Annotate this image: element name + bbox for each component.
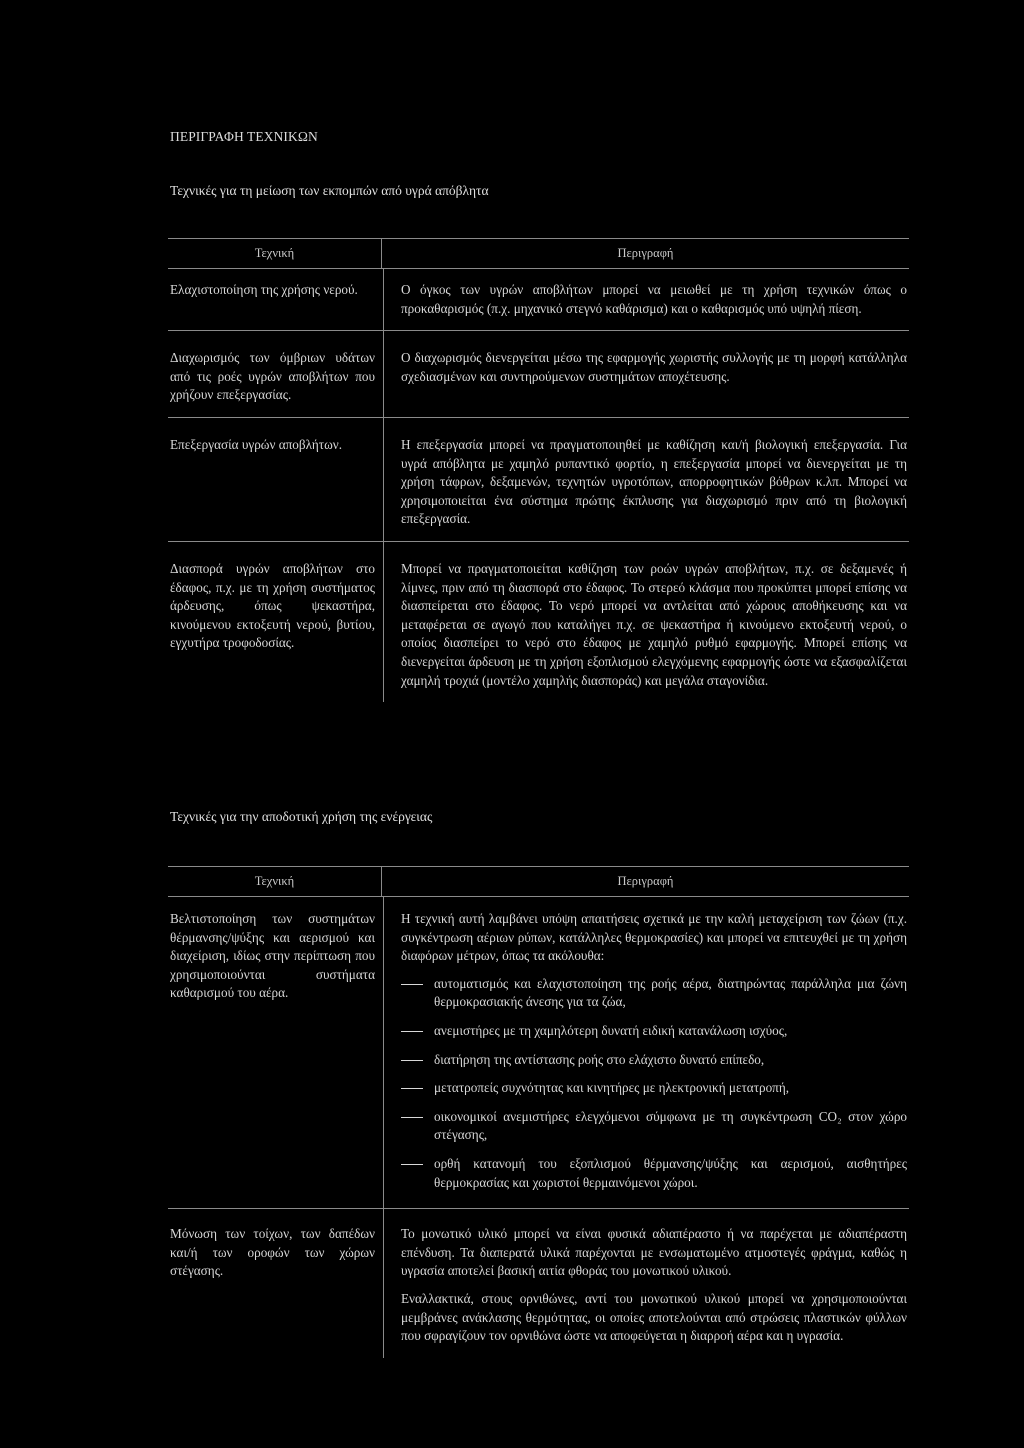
section-title-waste-water: Τεχνικές για τη μείωση των εκπομπών από υγρά απόβλητα bbox=[170, 183, 489, 198]
table-row bbox=[168, 542, 909, 702]
description-intro: Η τεχνική αυτή λαμβάνει υπόψη απαιτήσεις σχετικά με την καλή μεταχείριση των ζώων (π.χ. συγκέντρωση αέριων ρύπων, κατάλληλες θερμοκρασίες) και μπορεί να επιτευχθεί με τη χρήση διαφόρων μέτρων, όπως τα ακόλουθα: bbox=[401, 911, 907, 964]
description-cell bbox=[384, 1209, 909, 1358]
table-row bbox=[168, 897, 909, 1209]
column-header-description: Περιγραφή bbox=[617, 246, 674, 261]
energy-techniques-table bbox=[168, 866, 909, 1358]
waste-water-techniques-table bbox=[168, 238, 909, 702]
list-item: μετατροπείς συχνότητας και κινητήρες με ηλεκτρονική μετατροπή, bbox=[401, 1079, 907, 1098]
table-row bbox=[168, 1209, 909, 1358]
measures-list bbox=[401, 975, 907, 1192]
description-cell: Ο διαχωρισμός διενεργείται μέσω της εφαρμογής χωριστής συλλογής με τη μορφή κατάλληλα σχεδιασμένων και συντηρούμενων συστημάτων αποχέτευσης. bbox=[401, 350, 907, 384]
column-header-description: Περιγραφή bbox=[617, 874, 674, 889]
description-cell: Μπορεί να πραγματοποιείται καθίζηση των ροών υγρών αποβλήτων, π.χ. σε δεξαμενές ή λίμνες, πριν από τη διασπορά στο έδαφος. Το στερεό κλάσμα που προκύπτει μπορεί επίσης να διασπείρεται στο έδαφος. Το νερό μπορεί να αντλείται από χώρους αποθήκευσης και να μεταφέρεται σε αγωγό που καταλήγει π.χ. σε ψεκαστήρα ή κινούμενο εκτοξευτή νερού, ο οποίος διασπείρει το νερό στο έδαφος με χαμηλό ρυθμό εφαρμογής. Μπορεί επίσης να διενεργείται άρδευση με τη χρήση εξοπλισμού ελεγχόμενης εφαρμογής ώστε να εξασφαλίζεται χαμηλή τροχιά (μοντέλο χαμηλής διασποράς) και μεγάλα σταγονίδια. bbox=[401, 560, 907, 688]
description-cell: Η επεξεργασία μπορεί να πραγματοποιηθεί με καθίζηση και/ή βιολογική επεξεργασία. Για υγρά απόβλητα με χαμηλό ρυπαντικό φορτίο, η επεξεργασία μπορεί να διενεργείται με τη χρήση τάφρων, δεξαμενών, τεχνητών υγροτόπων, απορροφητικών βόθρων κ.λπ. Μπορεί να χρησιμοποιείται ένα σύστημα πρώτης έκπλυσης για διαχωρισμό πριν από τη βιολογική επεξεργασία. bbox=[401, 436, 907, 527]
technique-cell: Μόνωση των τοίχων, των δαπέδων και/ή των οροφών των χώρων στέγασης. bbox=[168, 1209, 384, 1358]
technique-cell: Ελαχιστοποίηση της χρήσης νερού. bbox=[168, 269, 384, 330]
table-row bbox=[168, 269, 909, 331]
list-item: ανεμιστήρες με τη χαμηλότερη δυνατή ειδική κατανάλωση ισχύος, bbox=[401, 1022, 907, 1041]
table-row bbox=[168, 418, 909, 542]
table-header bbox=[168, 866, 909, 897]
table-row bbox=[168, 331, 909, 418]
list-item: οικονομικοί ανεμιστήρες ελεγχόμενοι σύμφωνα με τη συγκέντρωση CO₂ στον χώρο στέγασης, bbox=[401, 1108, 907, 1145]
description-paragraph: Το μονωτικό υλικό μπορεί να είναι φυσικά αδιαπέραστο ή να παρέχεται με αδιαπέραστη επένδυση. Τα διαπερατά υλικά παρέχονται με ενσωματωμένο ατμοστεγές φράγμα, καθώς η υγρασία αποτελεί βασική αιτία φθοράς του μονωτικού υλικού. bbox=[401, 1226, 907, 1279]
description-paragraph: Εναλλακτικά, στους ορνιθώνες, αντί του μονωτικού υλικού μπορεί να χρησιμοποιούνται μεμβράνες ανάκλασης θερμότητας, οι οποίες αποτελούνται από στρώσεις πλαστικών φύλλων που σφραγίζουν τον ορνιθώνα ώστε να αποφεύγεται η διαρροή αέρα και η υγρασία. bbox=[401, 1290, 907, 1344]
technique-cell: Βελτιστοποίηση των συστημάτων θέρμανσης/ψύξης και αερισμού και διαχείριση, ιδίως στην περίπτωση που χρησιμοποιούνται συστήματα καθαρισμού του αέρα. bbox=[168, 897, 384, 1208]
description-cell bbox=[384, 897, 909, 1208]
technique-cell: Διασπορά υγρών αποβλήτων στο έδαφος, π.χ. με τη χρήση συστήματος άρδευσης, όπως ψεκαστήρα, κινούμενου εκτοξευτή νερού, βυτίου, εγχυτήρα τροφοδοσίας. bbox=[168, 542, 384, 702]
table-header bbox=[168, 238, 909, 269]
section-title-energy: Τεχνικές για την αποδοτική χρήση της ενέργειας bbox=[170, 809, 433, 824]
description-cell: Ο όγκος των υγρών αποβλήτων μπορεί να μειωθεί με τη χρήση τεχνικών όπως ο προκαθαρισμός (π.χ. μηχανικό στεγνό καθάρισμα) και ο καθαρισμός υπό υψηλή πίεση. bbox=[401, 282, 907, 316]
technique-cell: Επεξεργασία υγρών αποβλήτων. bbox=[168, 418, 384, 541]
page-heading: ΠΕΡΙΓΡΑΦΗ ΤΕΧΝΙΚΩΝ bbox=[170, 129, 318, 144]
column-header-technique: Τεχνική bbox=[168, 239, 382, 268]
list-item: διατήρηση της αντίστασης ροής στο ελάχιστο δυνατό επίπεδο, bbox=[401, 1051, 907, 1070]
list-item: ορθή κατανομή του εξοπλισμού θέρμανσης/ψύξης και αερισμού, αισθητήρες θερμοκρασίας και χωριστοί θερμαινόμενοι χώροι. bbox=[401, 1155, 907, 1192]
list-item: αυτοματισμός και ελαχιστοποίηση της ροής αέρα, διατηρώντας παράλληλα μια ζώνη θερμοκρασιακής άνεσης για τα ζώα, bbox=[401, 975, 907, 1012]
technique-cell: Διαχωρισμός των όμβριων υδάτων από τις ροές υγρών αποβλήτων που χρήζουν επεξεργασίας. bbox=[168, 331, 384, 417]
column-header-technique: Τεχνική bbox=[168, 867, 382, 896]
